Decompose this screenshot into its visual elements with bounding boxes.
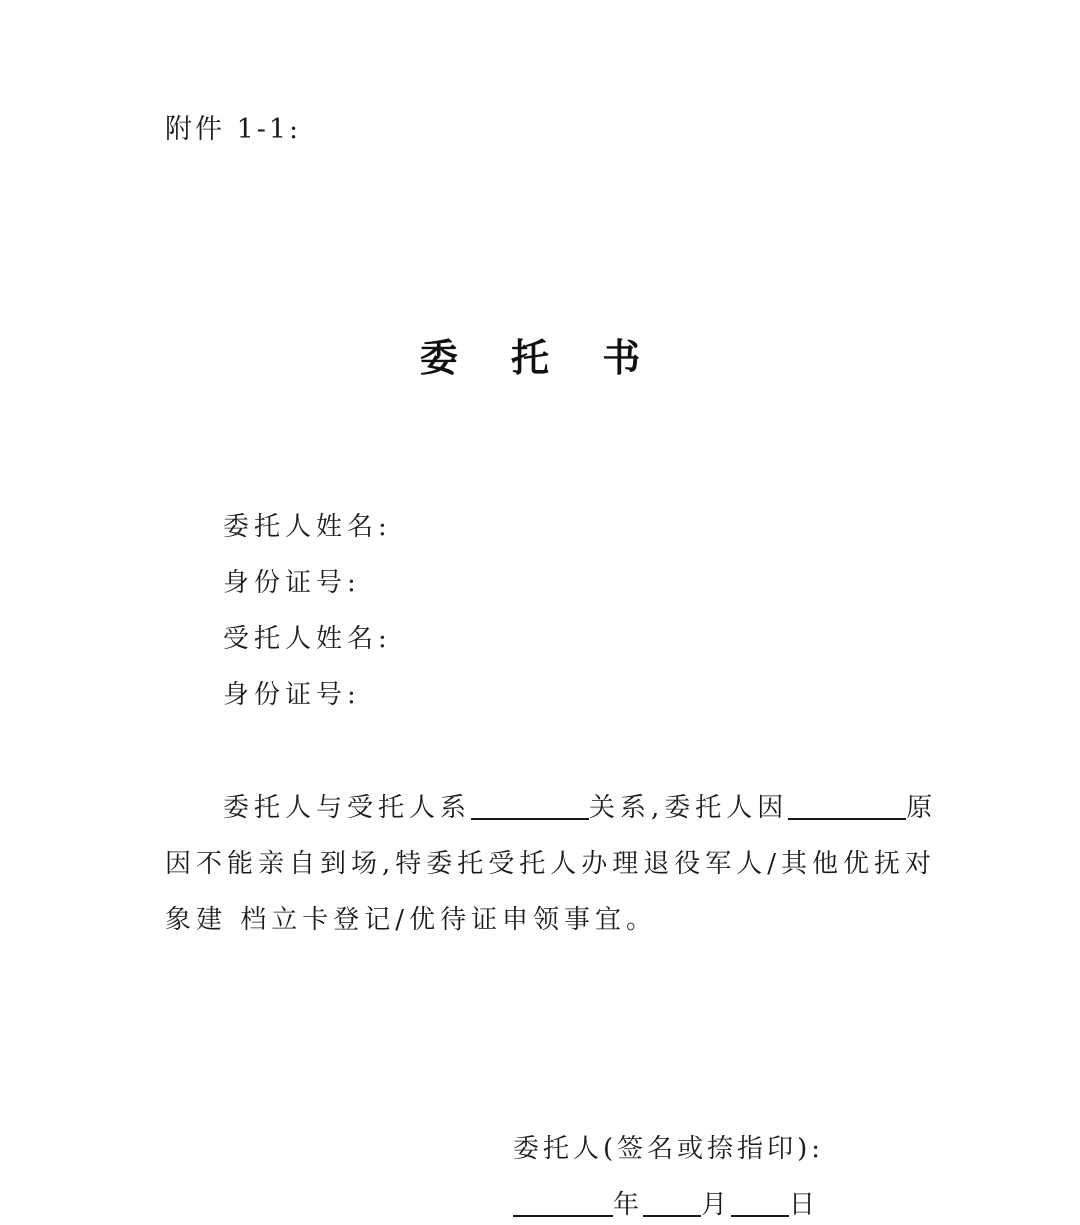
attachment-label: 附件 1-1:	[165, 114, 302, 145]
agent-name-label: 受托人姓名:	[223, 624, 392, 654]
signature-label: 委托人(签名或捺指印):	[513, 1134, 825, 1164]
month-blank	[643, 1189, 701, 1217]
statement-line-1	[165, 780, 938, 836]
principal-id-label: 身份证号:	[223, 568, 361, 598]
year-label: 年	[613, 1190, 644, 1220]
day-blank	[731, 1189, 789, 1217]
reason-blank	[788, 792, 906, 820]
date-line	[513, 1184, 819, 1221]
statement-segment-relation: 委托人与受托人系	[223, 793, 472, 823]
agent-id-label: 身份证号:	[223, 680, 361, 710]
principal-name-label: 委托人姓名:	[223, 512, 392, 542]
statement-segment-reason: 关系,委托人因	[589, 793, 789, 823]
document-title: 委 托 书	[419, 336, 661, 380]
statement-line-3: 象建 档立卡登记/优待证申领事宜。	[165, 905, 658, 935]
delegation-statement	[165, 780, 938, 948]
statement-line-2: 因不能亲自到场,特委托受托人办理退役军人/其他优抚对	[165, 849, 937, 879]
day-label: 日	[789, 1190, 820, 1220]
month-label: 月	[701, 1190, 732, 1220]
statement-segment-end: 原	[906, 793, 938, 823]
year-blank	[513, 1189, 613, 1217]
relationship-blank	[471, 792, 589, 820]
